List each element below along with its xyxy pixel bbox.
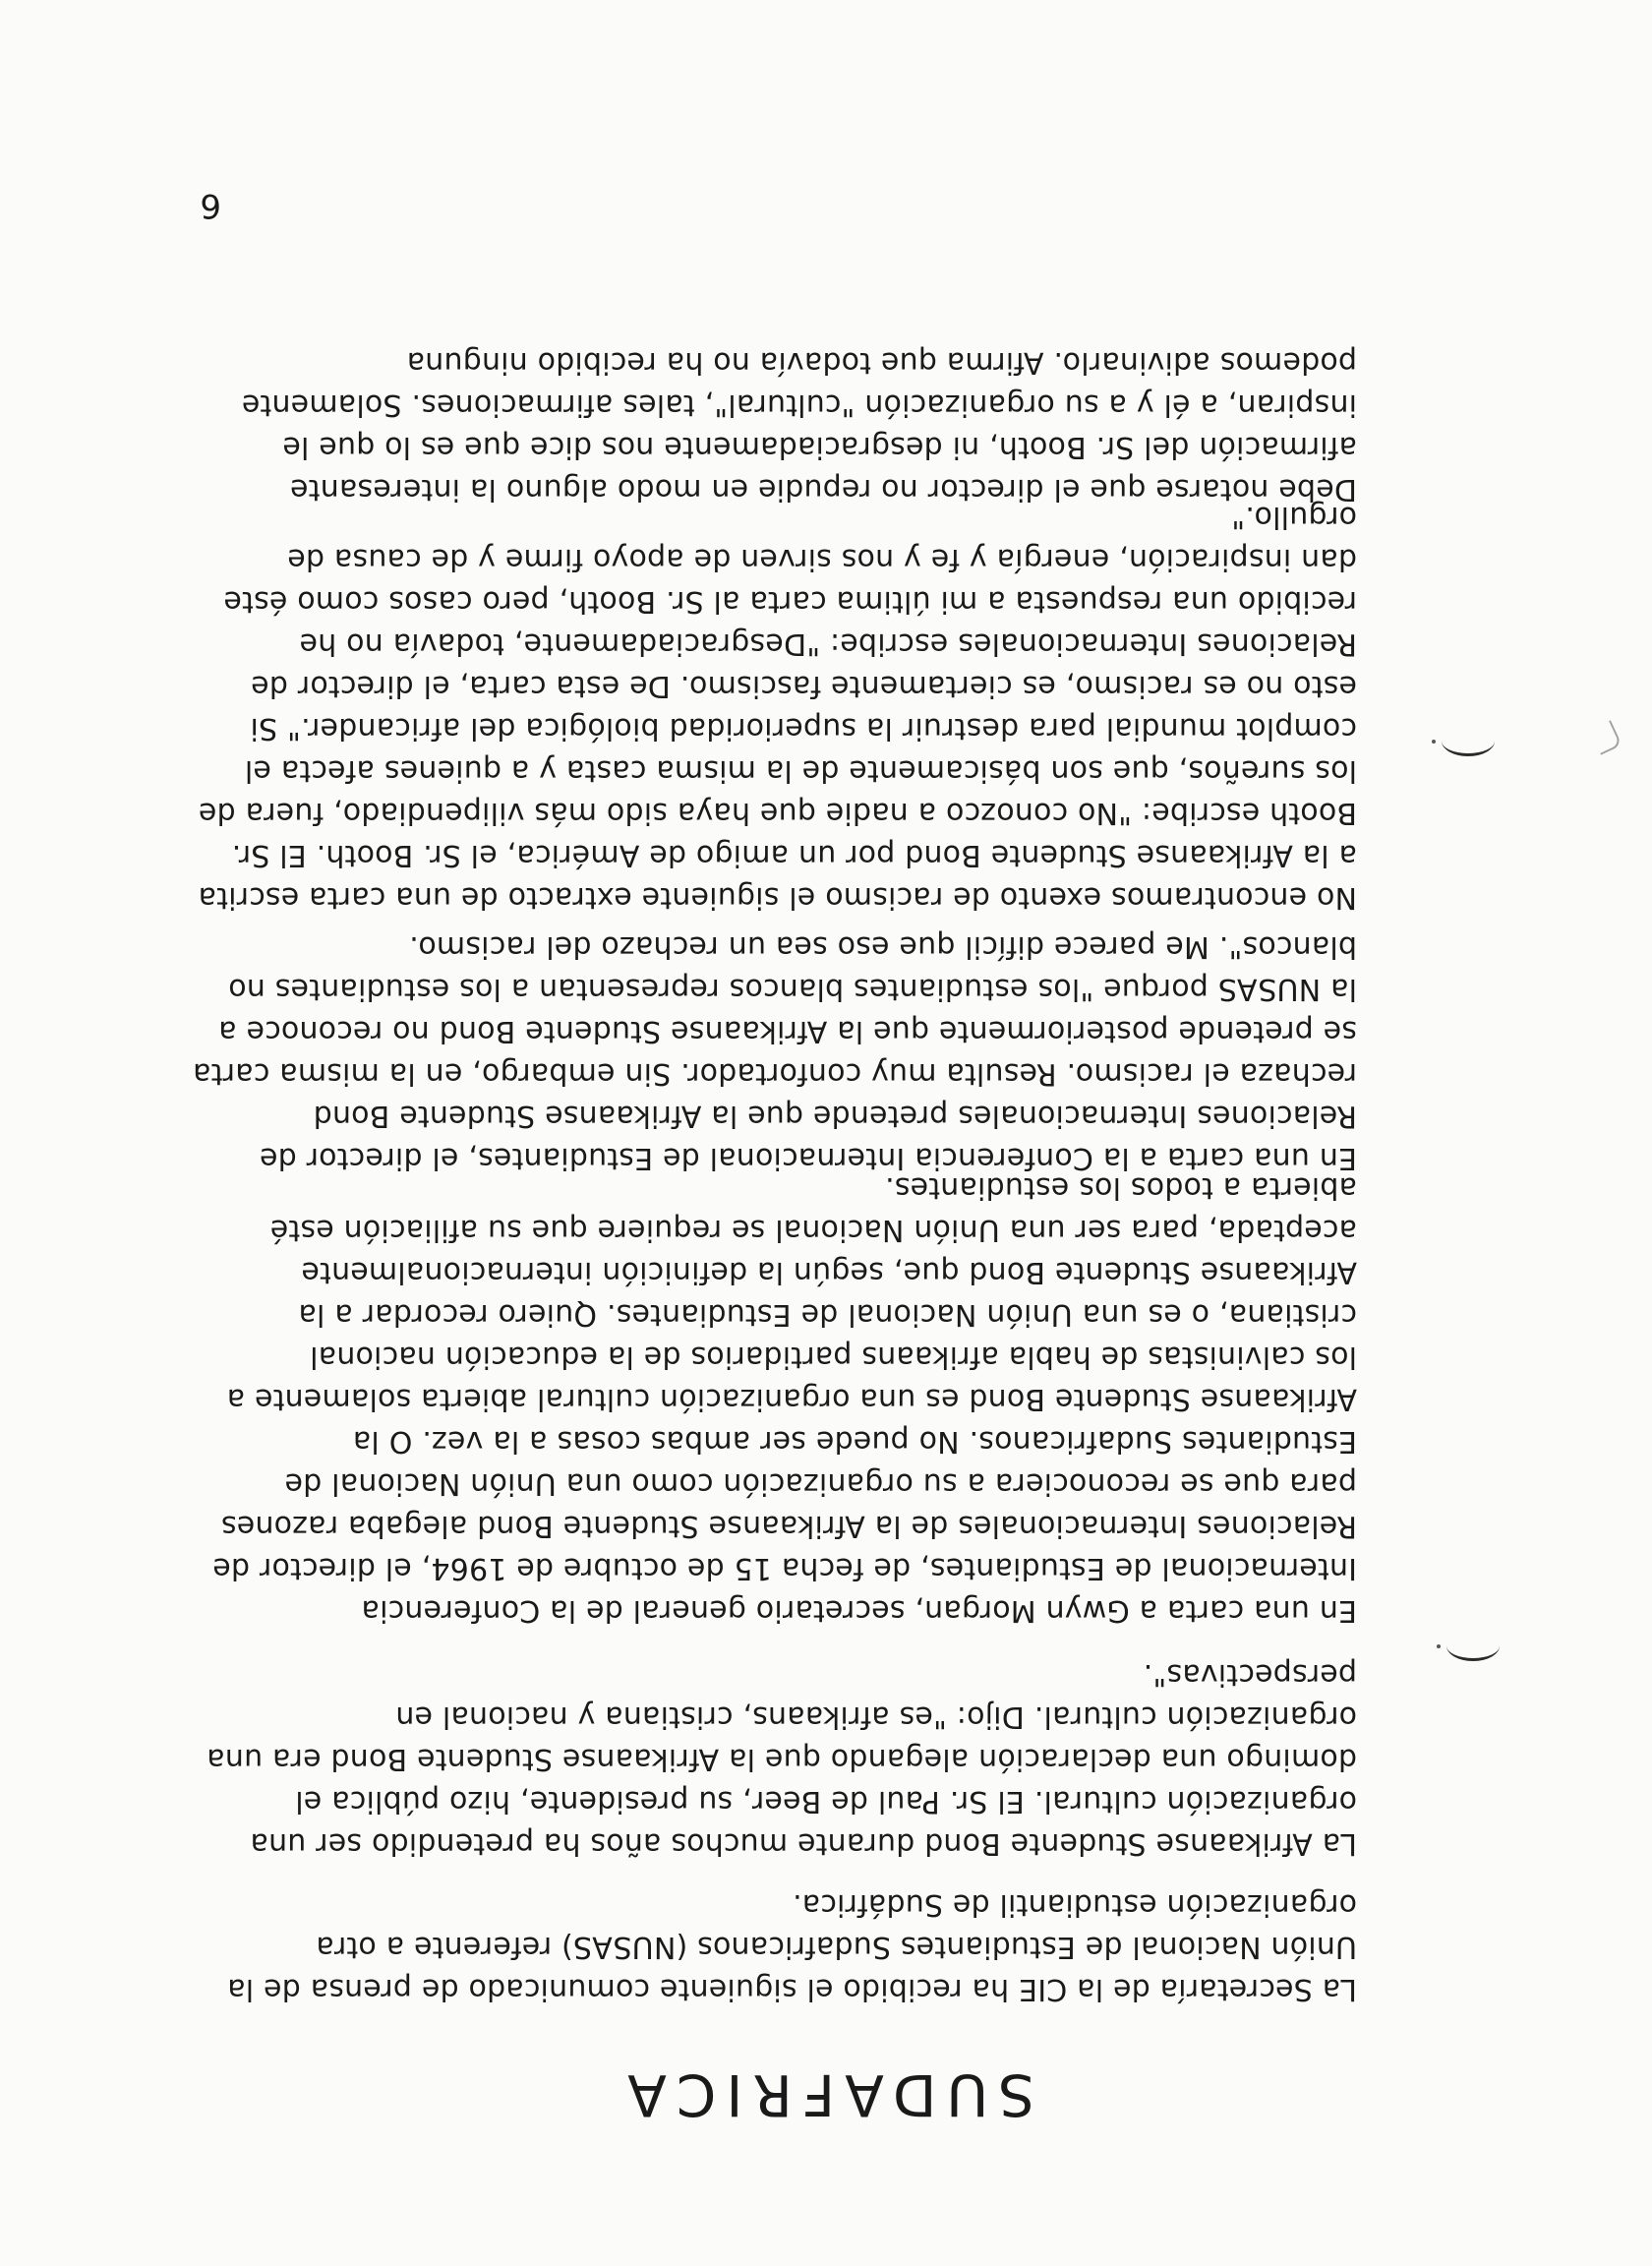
paragraph-booth-extract: No encontramos exento de racismo el siguiente extracto de una carta escrita a la Afrikaanse Studente Bond por un amigo de América, el Sr. Booth. El Sr. Booth escribe: "No conozco a nadie que haya sido más vilipendiado, fuera de los sureños, que son básicamente de la misma casta y a quienes afecta el complot mundial para destruir la superioridad biológica del africander." Si esto no es racismo, es ciertamente fascismo. De esta carta, el director de Relaciones Internacionales escribe: "Desgraciadamente, todavía no he recibido una respuesta a mi última carta al Sr. Booth, pero casos como éste dan inspiración, energía y fe y nos sirven de apoyo firme y de causa de orgullo.": [198, 500, 1357, 915]
document-body: [192, 260, 1357, 2010]
paragraph-director-note: Debe notarse que el director no repudie en modo alguno la interesante afirmación del Sr. Booth, ni desgraciadamente nos dice que es lo que le inspiran, a él y a su organización "cultural", tales afirmaciones. Solamente podemos adivinarlo. Afirma que todavía no ha recibido ninguna: [241, 345, 1357, 507]
page-number: 6: [200, 186, 221, 225]
paragraph-gwyn-morgan-letter: En una carta a Gwyn Morgan, secretario general de la Conferencia Internacional de Estudiantes, de fecha 15 de octubre de 1964, el director de Relaciones Internacionales de la Afrikaanse Studente Bond alegaba razones para que se reconociera a su organización como una Unión Nacional de Estudiantes Sudafricanos. No puede ser ambas cosas a la vez. O la Afrikaanse Studente Bond es una organización cultural abierta solamente a los calvinistas de habla afrikaans partidarios de la educación nacional cristiana, o es una Unión Nacional de Estudiantes. Quiero recordar a la Afrikaanse Studente Bond que, según la definición internacionalmente aceptada, para ser una Unión Nacional se requiere que su afiliación esté abierta a todos los estudiantes.: [212, 1170, 1357, 1628]
paragraph-afrikaanse-cultural: La Afrikaanse Studente Bond durante muchos años ha pretendido ser una organización cultural. El Sr. Paul de Beer, su presidente, hizo pública el domingo una declaración alegando que la Afrikaanse Studente Bond era una organización cultural. Dijo: "es afrikaans, cristiana y nacional en perspectivas".: [206, 1657, 1357, 1861]
margin-mark: [1589, 720, 1622, 755]
punch-hole-mark: [1446, 1631, 1500, 1661]
paragraph-intro: La Secretaría de la CIE ha recibido el siguiente comunicado de prensa de la Unión Nacional de Estudiantes Sudafricanos (NUSAS) referente a otra organización estudiantil de Sudáfrica.: [227, 1887, 1357, 2006]
punch-hole-mark: [1442, 726, 1495, 756]
page-title: SUDAFRICA: [618, 2061, 1034, 2128]
paragraph-racism-letter: En una carta a la Conferencia Internacional de Estudiantes, el director de Relaciones Internacionales pretende que la Afrikaanse Studente Bond rechaza el racismo. Resulta muy confortador. Sin embargo, en la misma carta se pretende posteriormente que la Afrikaanse Studente Bond no reconoce a la NUSAS porque "los estudiantes blancos representan a los estudiantes no blancos". Me parece difícil que eso sea un rechazo del racismo.: [192, 929, 1357, 1175]
